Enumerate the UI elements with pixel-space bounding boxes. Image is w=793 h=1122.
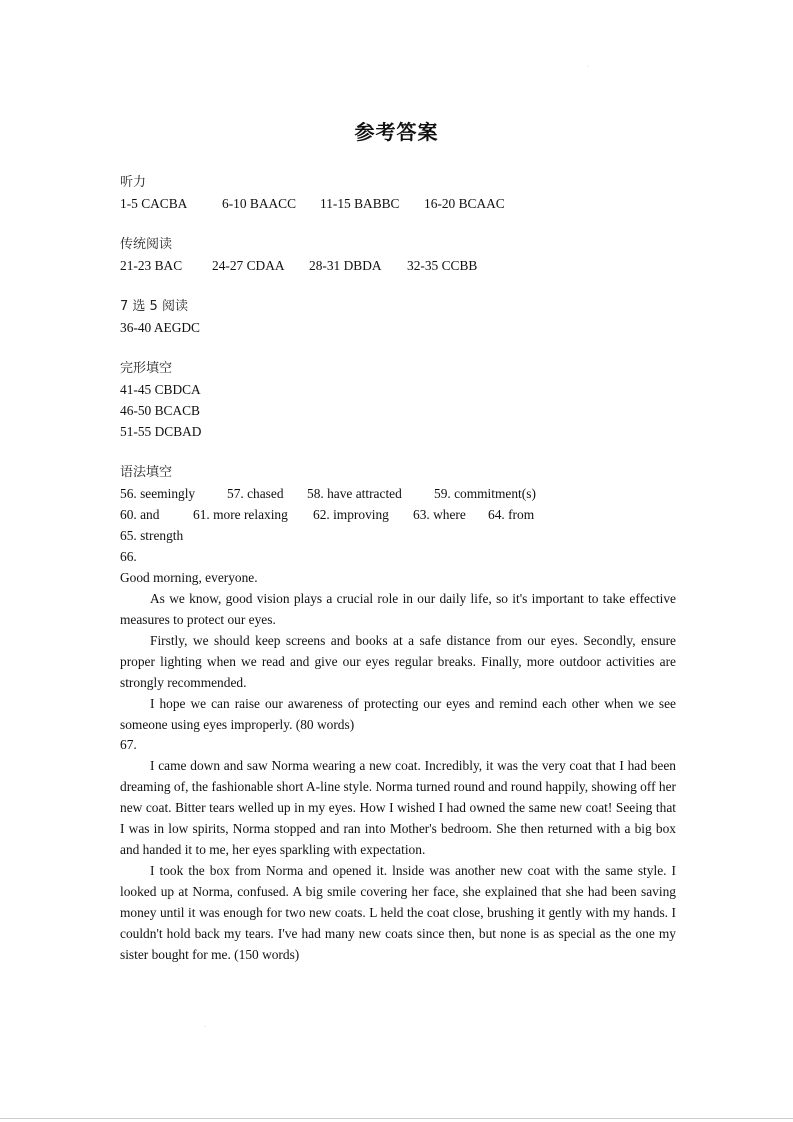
- question-number: 66.: [120, 549, 137, 564]
- essay-paragraph: I came down and saw Norma wearing a new coat. Incredibly, it was the very coat that I had been dreaming of, the fashionable short A-line style. Norma turned round and round happily, showing off her new coat. Bitter tears welled up in my eyes. How I wished I had owned the same new coat! Seeing that I was in low spirits, Norma stopped and ran into Mother's bedroom. She then returned with a big box and handed it to me, her eyes sparkling with expectation.: [120, 758, 676, 857]
- answer-group: 16-20 BCAAC: [424, 196, 505, 211]
- essay-paragraph: I hope we can raise our awareness of protecting our eyes and remind each other when we see someone using eyes improperly. (80 words): [120, 696, 676, 732]
- answer-group: 11-15 BABBC: [320, 196, 400, 211]
- seven-five-section: [120, 296, 680, 338]
- scan-speck: ·: [204, 1024, 206, 1030]
- answer-group: 28-31 DBDA: [309, 258, 382, 273]
- cloze-section: [120, 358, 680, 442]
- essay-paragraph: Firstly, we should keep screens and books at a safe distance from our eyes. Secondly, ensure proper lighting when we read and give our eyes regular breaks. Finally, more outdoor activities are strongly recommended.: [120, 633, 676, 690]
- listening-heading: 听力: [120, 175, 147, 190]
- answer-group: 1-5 CACBA: [120, 196, 188, 211]
- cloze-heading: 完形填空: [120, 361, 173, 376]
- grammar-row-1: [120, 483, 680, 504]
- grammar-answer: 64. from: [488, 507, 535, 522]
- answer-group: 32-35 CCBB: [407, 258, 478, 273]
- answer-group: 51-55 DCBAD: [120, 424, 202, 439]
- listening-section: [120, 172, 680, 214]
- answer-group: 21-23 BAC: [120, 258, 183, 273]
- essay-greeting: Good morning, everyone.: [120, 570, 258, 585]
- writing-66: [120, 546, 676, 735]
- grammar-answer: 60. and: [120, 507, 160, 522]
- grammar-section: [120, 462, 680, 546]
- essay-paragraph: As we know, good vision plays a crucial role in our daily life, so it's important to take effective measures to protect our eyes.: [120, 591, 676, 627]
- seven-five-heading: 7 选 5 阅读: [120, 299, 188, 314]
- grammar-answer: 65. strength: [120, 528, 184, 543]
- reading-answers: [120, 255, 680, 276]
- reading-section: [120, 234, 680, 276]
- question-number: 67.: [120, 737, 137, 752]
- answer-group: 36-40 AEGDC: [120, 320, 200, 335]
- listening-answers: [120, 193, 680, 214]
- answer-group: 6-10 BAACC: [222, 196, 297, 211]
- grammar-answer: 56. seemingly: [120, 486, 196, 501]
- answer-group: 24-27 CDAA: [212, 258, 285, 273]
- page-bottom-edge: [0, 1118, 793, 1119]
- grammar-answer: 61. more relaxing: [193, 507, 288, 522]
- answer-group: 46-50 BCACB: [120, 403, 200, 418]
- grammar-answer: 62. improving: [313, 507, 389, 522]
- grammar-answer: 59. commitment(s): [434, 486, 536, 501]
- writing-67: [120, 734, 676, 965]
- scan-speck: ·: [587, 64, 589, 70]
- grammar-answer: 57. chased: [227, 486, 284, 501]
- grammar-answer: 58. have attracted: [307, 486, 402, 501]
- grammar-answer: 63. where: [413, 507, 466, 522]
- reading-heading: 传统阅读: [120, 237, 173, 252]
- essay-paragraph: I took the box from Norma and opened it. lnside was another new coat with the same style. I looked up at Norma, confused. A big smile covering her face, she explained that she had been saving money until it was enough for two new coats. L held the coat close, brushing it gently with my hands. I couldn't hold back my tears. I've had many new coats since then, but none is as special as the one my sister bought for me. (150 words): [120, 863, 676, 962]
- answer-group: 41-45 CBDCA: [120, 382, 201, 397]
- grammar-row-2: [120, 504, 680, 525]
- grammar-heading: 语法填空: [120, 465, 173, 480]
- page-title: 参考答案: [354, 120, 439, 144]
